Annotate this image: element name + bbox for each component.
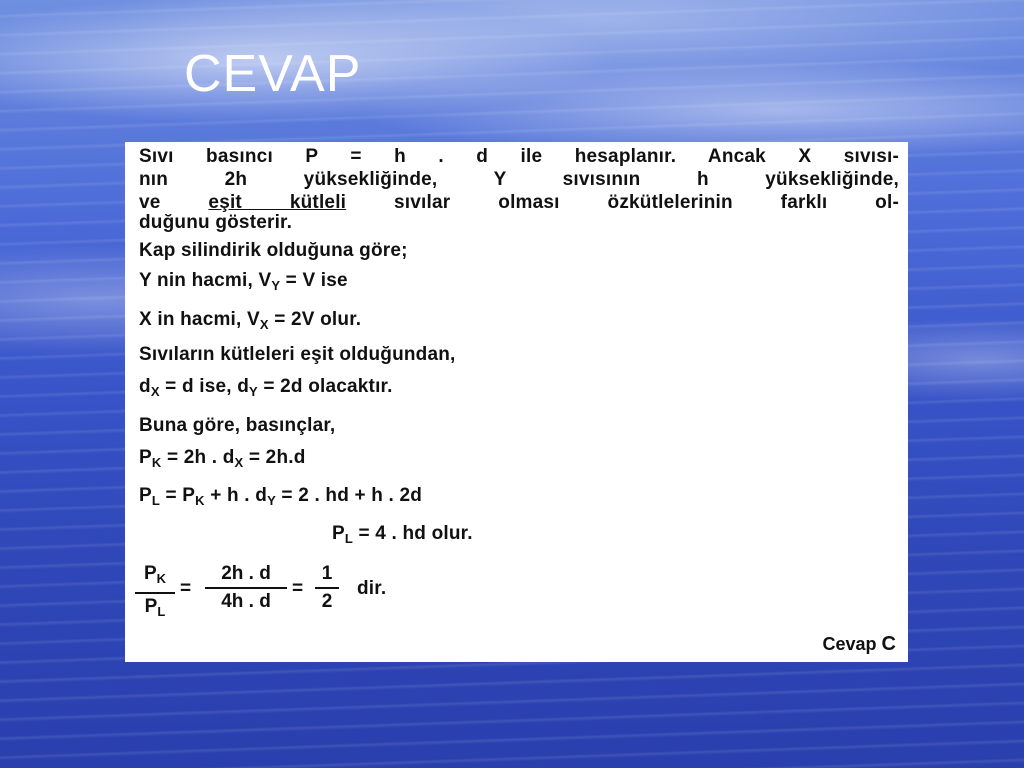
fraction-bar <box>135 592 175 594</box>
solution-line: duğunu gösterir. <box>139 212 293 233</box>
text-fragment: = d ise, d <box>159 376 250 397</box>
fraction-denominator: $P_L$ <box>144 596 166 619</box>
text-dir: dir. <box>357 578 387 599</box>
text-fragment: = 2d olacaktır. <box>257 376 393 397</box>
solution-line <box>139 192 899 214</box>
text-fragment: P <box>139 447 152 468</box>
subscript: L <box>151 493 161 508</box>
subscript: L <box>344 531 354 546</box>
answer-letter: C <box>881 633 896 655</box>
fraction-one-half <box>315 562 339 614</box>
underlined-phrase: eşit kütleli <box>208 192 347 213</box>
text-fragment: + h . d <box>204 485 268 506</box>
solution-line: Buna göre, basınçlar, <box>139 415 336 436</box>
equation-vy <box>139 270 348 293</box>
text-fragment: = 2V olur. <box>268 309 362 330</box>
subscript: X <box>234 455 244 470</box>
text-fragment: P <box>332 523 345 544</box>
text-fragment: = P <box>160 485 196 506</box>
subscript: K <box>151 455 162 470</box>
solution-line: Sıvıların kütleleri eşit olduğundan, <box>139 344 456 365</box>
equation-pl-result <box>332 523 473 546</box>
slide-title: CEVAP <box>184 45 362 103</box>
text-fragment: = 2h.d <box>243 447 306 468</box>
text-fragment: sıvılar olması özkütlelerinin farklı ol- <box>346 192 899 213</box>
text-fragment: = V ise <box>280 270 348 291</box>
solution-line: Sıvı basıncı P = h . d ile hesaplanır. Ancak X sıvısı- <box>139 146 899 167</box>
equation-pl <box>139 485 422 508</box>
answer-label <box>823 633 896 656</box>
fraction-denominator: 4h . d <box>221 591 271 612</box>
text-fragment: = 2h . d <box>161 447 235 468</box>
text-fragment: Cevap <box>822 634 882 654</box>
text-fragment: ve <box>139 192 209 213</box>
subscript: Y <box>271 278 281 293</box>
subscript: X <box>150 384 160 399</box>
fraction-bar <box>205 587 287 589</box>
equation-pk <box>139 447 306 470</box>
subscript: Y <box>267 493 276 508</box>
fraction-bar <box>315 587 339 589</box>
text-fragment: X in hacmi, V <box>139 309 260 330</box>
fraction-numerator: 1 <box>321 563 333 584</box>
text-fragment: = 2 . hd + h . 2d <box>275 485 423 506</box>
equals-sign: = <box>292 578 304 599</box>
equation-vx <box>139 309 361 332</box>
text-fragment: P <box>139 485 152 506</box>
text-fragment: Y nin hacmi, V <box>139 270 272 291</box>
solution-line: nın 2h yüksekliğinde, Y sıvısının h yüksekliğinde, <box>139 169 899 190</box>
text-fragment: = 4 . hd olur. <box>353 523 473 544</box>
fraction-numerator: 2h . d <box>221 563 271 584</box>
equation-density <box>139 376 393 399</box>
fraction-denominator: 2 <box>321 591 333 612</box>
solution-line: Kap silindirik olduğuna göre; <box>139 240 408 261</box>
subscript: X <box>259 317 269 332</box>
subscript: Y <box>249 384 258 399</box>
fraction-numerator: $P_K$ <box>143 563 167 586</box>
subscript: K <box>195 493 205 508</box>
equals-sign: = <box>180 578 192 599</box>
fraction-pk-pl <box>135 562 175 624</box>
fraction-2hd-4hd <box>205 562 287 614</box>
text-fragment: d <box>139 376 151 397</box>
solution-card <box>125 142 908 662</box>
